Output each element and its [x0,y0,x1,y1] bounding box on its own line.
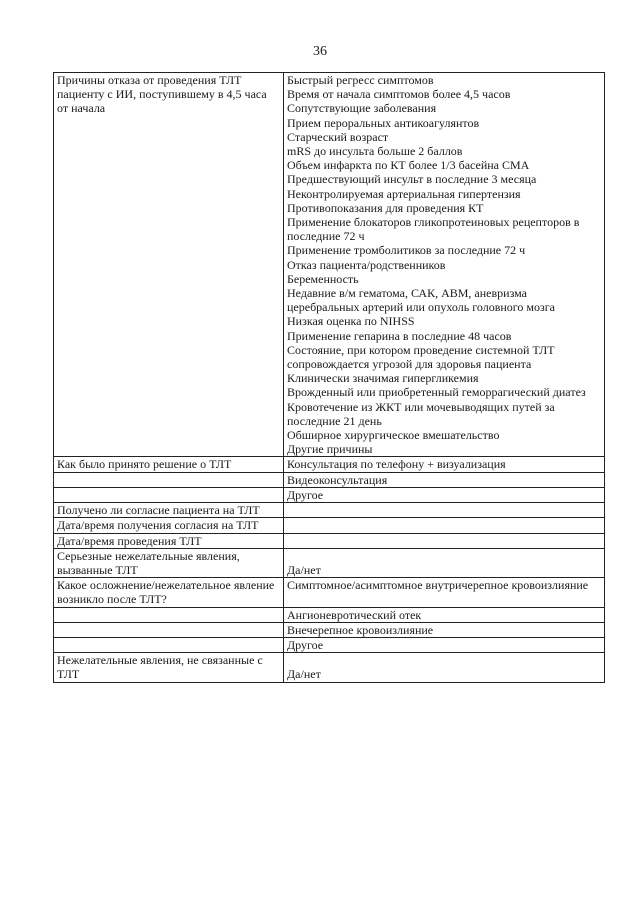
refusal-reason-option[interactable]: Сопутствующие заболевания [287,101,437,116]
table-row-decision [54,487,605,502]
table-row-complication [54,578,605,607]
adverse-other-label: Нежелательные явления, не связанные с ТЛТ [54,653,284,682]
table-row-tlt-datetime [54,533,605,548]
consent-value[interactable] [284,503,605,518]
form-table [53,72,605,683]
refusal-reason-option[interactable]: Предшествующий инсульт в последние 3 месяца [287,172,537,187]
table-row-decision [54,457,605,472]
empty-cell [54,472,284,487]
consent-datetime-label: Дата/время получения согласия на ТЛТ [54,518,284,533]
refusal-reason-option[interactable]: Другие причины [287,442,373,457]
decision-label: Как было принято решение о ТЛТ [54,457,284,472]
refusal-reason-option[interactable]: Применение тромболитиков за последние 72 ч [287,243,526,258]
refusal-reason-option[interactable]: Быстрый регресс симптомов [287,73,434,87]
refusal-reason-option[interactable]: Кровотечение из ЖКТ или мочевыводящих путей за последние 21 день [287,399,555,428]
refusal-reason-option[interactable]: Старческий возраст [287,129,389,144]
refusal-reason-option[interactable]: Врожденный или приобретенный геморрагический диатез [287,385,586,400]
refusal-reason-option[interactable]: Клинически значимая гипергликемия [287,371,479,386]
table-row-refusal-reasons [54,73,605,457]
table-row-decision [54,472,605,487]
empty-cell [54,622,284,637]
refusal-reason-option[interactable]: Недавние в/м гематома, САК, АВМ, аневризма церебральных артерий или опухоль головного мозга [287,286,555,315]
refusal-reason-option[interactable]: Применение блокаторов гликопротеиновых рецепторов в последние 72 ч [287,215,580,244]
decision-option[interactable]: Другое [284,487,605,502]
refusal-reason-option[interactable]: Состояние, при котором проведение системной ТЛТ сопровождается угрозой для здоровья пациента [287,342,555,372]
complication-option[interactable]: Внечерепное кровоизлияние [284,622,605,637]
page-number: 36 [313,44,327,59]
complication-option[interactable]: Симптомное/асимптомное внутричерепное кровоизлияние [284,578,605,607]
refusal-reasons-label: Причины отказа от проведения ТЛТ пациенту с ИИ, поступившему в 4,5 часа от начала [54,73,284,457]
consent-label: Получено ли согласие пациента на ТЛТ [54,503,284,518]
refusal-reason-option[interactable]: Противопоказания для проведения КТ [287,200,484,215]
refusal-reason-option[interactable]: Беременность [287,271,359,286]
complication-option[interactable]: Ангионевротический отек [284,607,605,622]
tlt-datetime-value[interactable] [284,533,605,548]
consent-datetime-value[interactable] [284,518,605,533]
refusal-reason-option[interactable]: Низкая оценка по NIHSS [287,314,415,329]
table-row-consent-datetime [54,518,605,533]
empty-cell [54,487,284,502]
table-row-complication [54,637,605,652]
refusal-reason-option[interactable]: Обширное хирургическое вмешательство [287,428,500,443]
refusal-reason-option[interactable]: Применение гепарина в последние 48 часов [287,328,512,343]
table-row-complication [54,607,605,622]
complication-label: Какое осложнение/нежелательное явление возникло после ТЛТ? [54,578,284,607]
table-row-complication [54,622,605,637]
adverse-tlt-label: Серьезные нежелательные явления, вызванные ТЛТ [54,548,284,577]
refusal-reason-option[interactable]: Неконтролируемая артериальная гипертензия [287,186,521,201]
refusal-reason-option[interactable]: Время от начала симптомов более 4,5 часов [287,87,511,102]
table-row-adverse-other [54,653,605,682]
table-row-adverse-tlt [54,548,605,577]
adverse-tlt-value[interactable]: Да/нет [284,548,605,577]
refusal-reason-option[interactable]: mRS до инсульта больше 2 баллов [287,144,463,159]
empty-cell [54,607,284,622]
adverse-other-value[interactable]: Да/нет [284,653,605,682]
complication-option[interactable]: Другое [284,637,605,652]
tlt-datetime-label: Дата/время проведения ТЛТ [54,533,284,548]
empty-cell [54,637,284,652]
decision-option[interactable]: Консультация по телефону + визуализация [284,457,605,472]
table-row-consent [54,503,605,518]
refusal-reason-option[interactable]: Прием пероральных антикоагулянтов [287,115,480,130]
decision-option[interactable]: Видеоконсультация [284,472,605,487]
refusal-reasons-options [284,73,605,457]
refusal-reason-option[interactable]: Объем инфаркта по КТ более 1/3 басейна СМА [287,158,530,173]
refusal-reason-option[interactable]: Отказ пациента/родственников [287,257,446,272]
